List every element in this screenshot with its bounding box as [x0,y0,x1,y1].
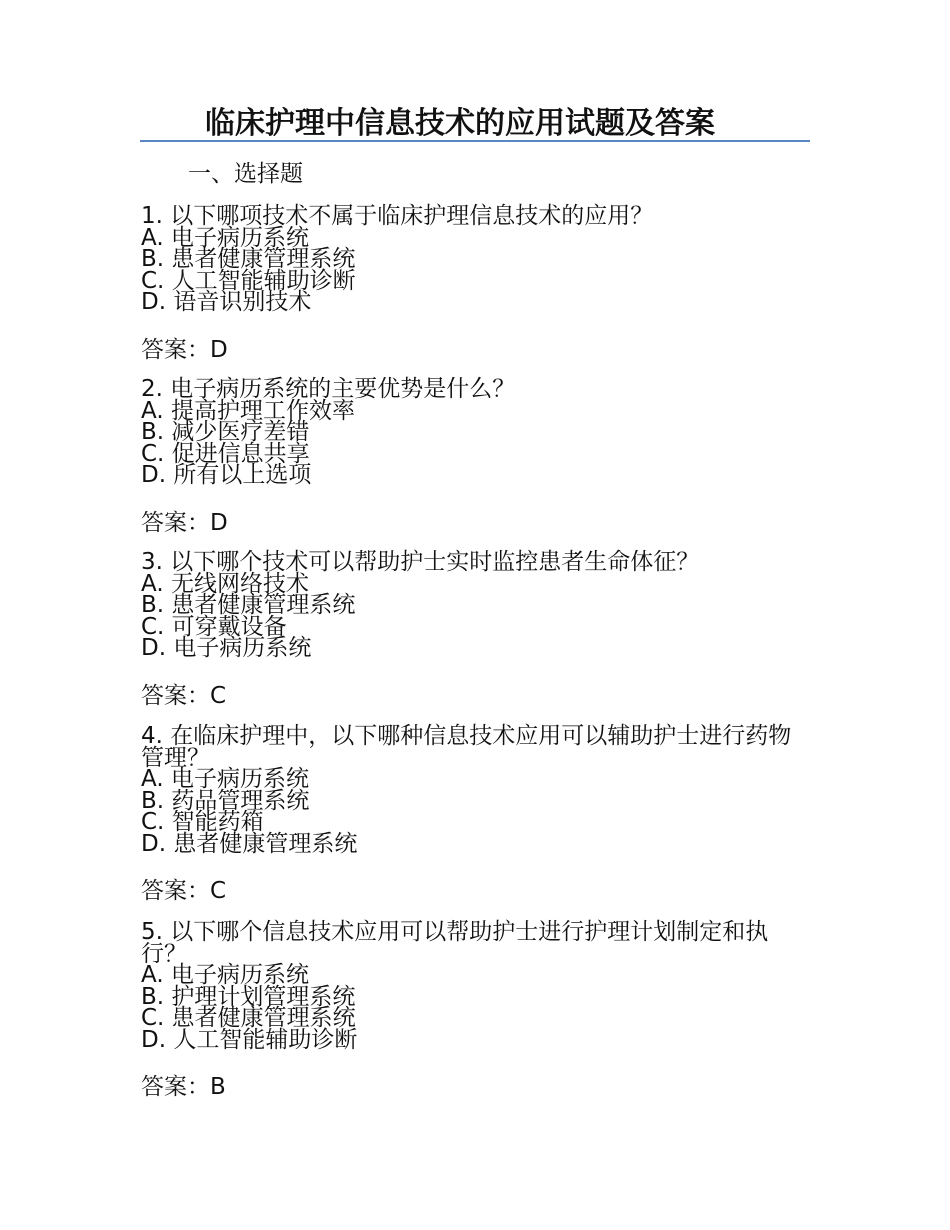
question-option-c: C. 患者健康管理系统 [141,1005,356,1031]
question-1 [141,203,801,365]
question-option-a: A. 电子病历系统 [141,766,309,792]
question-option-d: D. 患者健康管理系统 [141,830,358,857]
question-3 [141,549,801,711]
question-option-a: A. 电子病历系统 [141,224,309,251]
question-option-b: B. 药品管理系统 [141,787,310,814]
question-option-b: B. 患者健康管理系统 [141,246,356,272]
question-5 [141,919,801,1102]
question-stem: 1. 以下哪项技术不属于临床护理信息技术的应用？ [141,203,654,229]
question-answer: 答案：B [141,1074,226,1100]
section-heading: 一、选择题 [188,161,303,187]
question-answer: 答案：D [141,336,228,363]
question-option-d: D. 电子病历系统 [141,635,312,661]
question-4 [141,723,801,906]
question-stem: 2. 电子病历系统的主要优势是什么？ [141,376,516,402]
question-stem: 4. 在临床护理中，以下哪种信息技术应用可以辅助护士进行药物管理？ [141,723,792,771]
question-option-a: A. 无线网络技术 [141,570,309,597]
question-option-a: A. 提高护理工作效率 [141,397,355,424]
question-option-c: C. 可穿戴设备 [141,613,287,640]
question-answer: 答案：C [141,878,227,904]
question-option-a: A. 电子病历系统 [141,962,309,988]
question-option-c: C. 人工智能辅助诊断 [141,267,356,294]
title-underline [140,140,810,142]
question-option-c: C. 智能药箱 [141,809,264,835]
question-stem: 5. 以下哪个信息技术应用可以帮助护士进行护理计划制定和执行？ [141,919,769,967]
question-stem: 3. 以下哪个技术可以帮助护士实时监控患者生命体征？ [141,549,700,575]
question-option-b: B. 护理计划管理系统 [141,983,356,1010]
question-answer: 答案：D [141,509,228,536]
question-option-d: D. 所有以上选项 [141,462,312,488]
question-option-b: B. 减少医疗差错 [141,419,310,445]
question-option-d: D. 语音识别技术 [141,289,312,315]
question-option-c: C. 促进信息共享 [141,440,310,467]
question-option-d: D. 人工智能辅助诊断 [141,1026,358,1053]
document-title: 临床护理中信息技术的应用试题及答案 [205,106,715,141]
question-option-b: B. 患者健康管理系统 [141,592,356,618]
question-answer: 答案：C [141,682,227,709]
question-2 [141,376,801,538]
